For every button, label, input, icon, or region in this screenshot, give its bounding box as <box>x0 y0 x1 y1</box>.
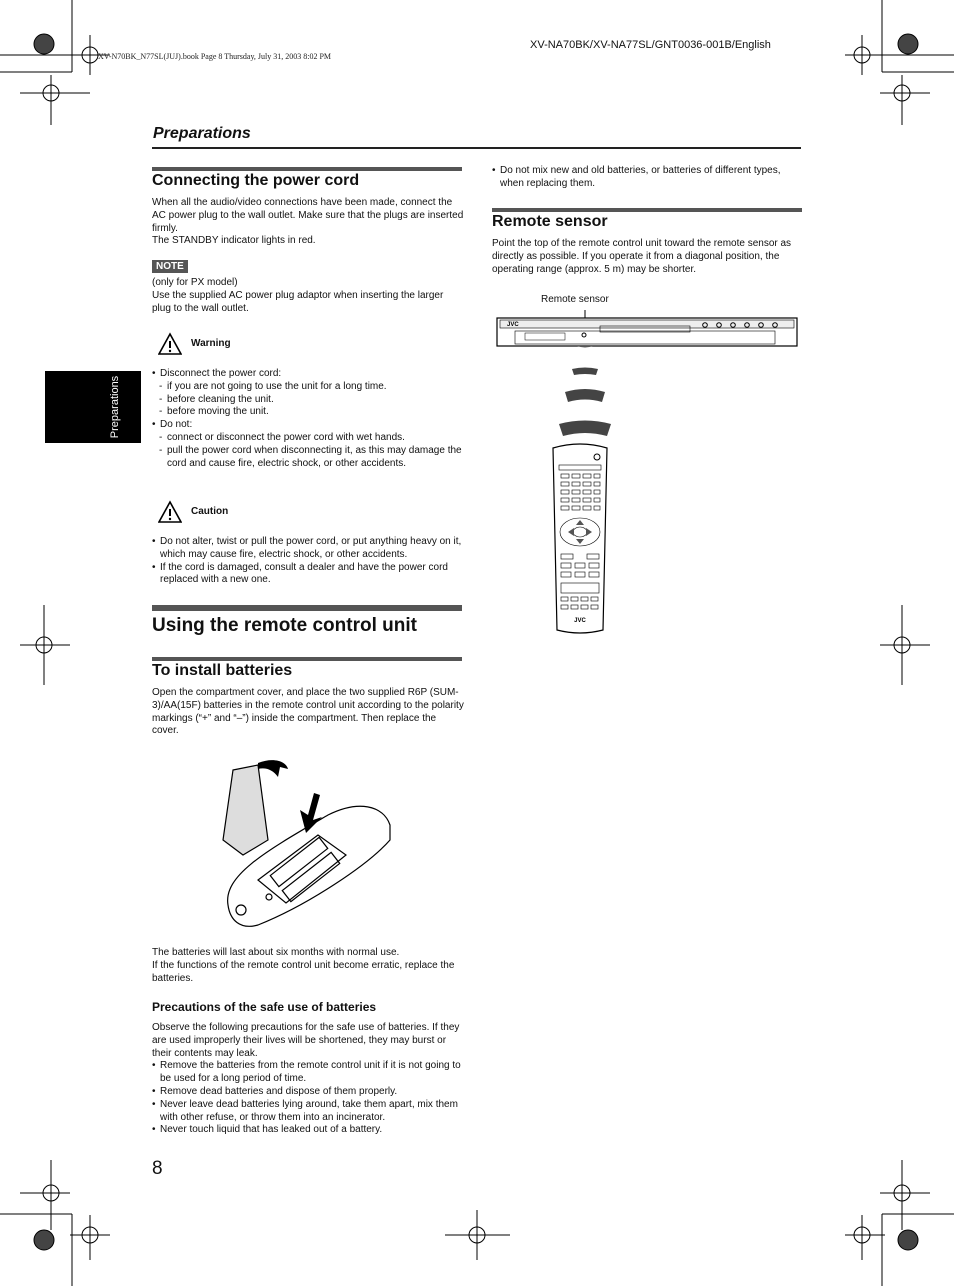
note-line-2: Use the supplied AC power plug adaptor when inserting the larger plug to the wall outlet. <box>152 289 444 314</box>
warning-bullet-2: • Do not: <box>152 419 464 432</box>
warning-dash-4: - connect or disconnect the power cord with wet hands. <box>152 432 464 445</box>
player-brand: JVC <box>507 322 519 328</box>
install-heading: To install batteries <box>152 662 293 679</box>
precautions-intro: Observe the following precautions for the safe use of batteries. If they are used improperly their lives will be shortened, they may burst or their contents may leak. <box>152 1022 460 1059</box>
note-badge: NOTE <box>152 260 188 273</box>
sensor-text: Point the top of the remote control unit toward the remote sensor as directly as possible. If you operate it from a diagonal position, the operating range (approx. 5 m) may be shorter. <box>492 238 792 275</box>
battery-life-text <box>152 947 464 985</box>
warning-list <box>152 368 464 470</box>
sensor-rule <box>492 208 802 212</box>
battery-life-p1: The batteries will last about six months with normal use. <box>152 947 400 958</box>
side-tab-label: Preparations <box>109 375 121 439</box>
warning-icon <box>158 332 182 356</box>
warning-dash-3: - before moving the unit. <box>152 406 464 419</box>
remote-unit-heading: Using the remote control unit <box>152 615 417 636</box>
caution-bullet-1: • Do not alter, twist or pull the power cord, or put anything heavy on it, which may cause fire, electric shock, or other accidents. <box>152 536 464 562</box>
precautions-bullet-2: • Remove dead batteries and dispose of them properly. <box>152 1086 464 1099</box>
page-number: 8 <box>152 1158 163 1179</box>
warning-bullet-1: • Disconnect the power cord: <box>152 368 464 381</box>
precautions-bullet-4: • Never touch liquid that has leaked out of a battery. <box>152 1124 464 1137</box>
mix-batteries-bullet: • Do not mix new and old batteries, or batteries of different types, when replacing them. <box>492 165 802 191</box>
sensor-label: Remote sensor <box>541 294 609 305</box>
precautions-text <box>152 1022 464 1137</box>
section-rule <box>152 147 801 149</box>
sensor-heading: Remote sensor <box>492 213 608 230</box>
warning-dash-1: - if you are not going to use the unit for a long time. <box>152 381 464 394</box>
signal-arcs <box>555 360 615 440</box>
battery-life-p2: If the functions of the remote control unit become erratic, replace the batteries. <box>152 959 455 984</box>
caution-bullet-2: • If the cord is damaged, consult a dealer and have the power cord replaced with a new one. <box>152 562 464 588</box>
remote-unit-rule <box>152 605 462 611</box>
remote-brand: JVC <box>574 618 586 624</box>
install-rule <box>152 657 462 661</box>
power-cord-rule <box>152 167 462 171</box>
precautions-heading: Precautions of the safe use of batteries <box>152 1000 377 1014</box>
power-cord-p1: When all the audio/video connections have been made, connect the AC power plug to the wall outlet. Make sure that the plugs are inserted firmly. <box>152 197 464 234</box>
mix-batteries-text <box>492 165 802 191</box>
section-title: Preparations <box>153 125 251 142</box>
battery-install-illustration <box>218 755 393 930</box>
power-cord-text <box>152 197 464 248</box>
caution-list <box>152 536 464 587</box>
warning-label: Warning <box>191 338 231 349</box>
note-line-1: (only for PX model) <box>152 277 238 288</box>
precautions-bullet-1: • Remove the batteries from the remote control unit if it is not going to be used for a long period of time. <box>152 1060 464 1086</box>
note-text <box>152 277 464 315</box>
install-text: Open the compartment cover, and place the two supplied R6P (SUM-3)/AA(15F) batteries in the remote control unit according to the polarity markings (“+” and “–”) inside the compartment. Then replace the cover. <box>152 687 464 737</box>
caution-icon <box>158 500 182 524</box>
side-tab <box>45 371 141 443</box>
warning-dash-5: - pull the power cord when disconnecting it, as this may damage the cord and cause fire, electric shock, or other accidents. <box>152 445 464 471</box>
power-cord-p2: The STANDBY indicator lights in red. <box>152 235 316 247</box>
warning-dash-2: - before cleaning the unit. <box>152 394 464 407</box>
remote-control-illustration <box>545 440 615 640</box>
precautions-bullet-3: • Never leave dead batteries lying around, take them apart, mix them with other refuse, or throw them into an incinerator. <box>152 1099 464 1125</box>
book-info: XV-N70BK_N77SL(JUJ).book Page 8 Thursday, July 31, 2003 8:02 PM <box>98 52 332 61</box>
dvd-player-illustration <box>495 308 800 353</box>
model-code: XV-NA70BK/XV-NA77SL/GNT0036-001B/English <box>530 39 771 51</box>
power-cord-heading: Connecting the power cord <box>152 172 360 189</box>
caution-label: Caution <box>191 506 229 517</box>
